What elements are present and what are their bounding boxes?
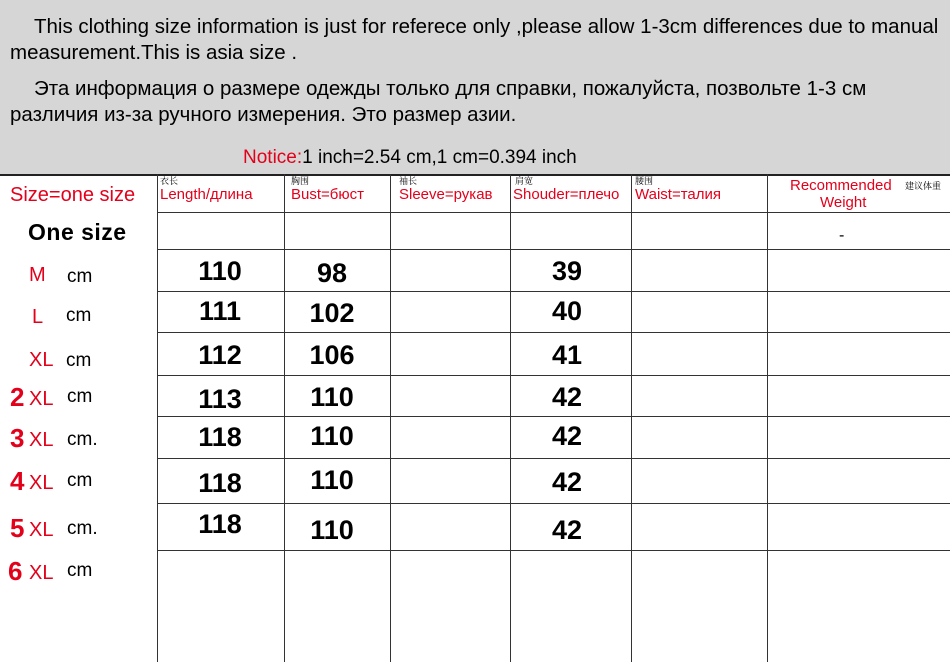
note-english: This clothing size information is just for referece only ,please allow 1-3cm differences due to manual measurement.This is asia size . — [10, 15, 939, 64]
note-russian: Эта информация о размере одежды только для справки, пожалуйста, позвольте 1-3 см различия из-за ручного измерения. Это размер азии. — [10, 77, 867, 126]
size-number: 2 — [10, 382, 25, 412]
grid-line — [157, 458, 950, 459]
column-label: Waist=талия — [635, 186, 722, 203]
cell-length: 113 — [198, 384, 242, 414]
cell-bust: 110 — [310, 421, 354, 451]
size-name: XL — [29, 562, 54, 584]
row-label-6xl — [0, 557, 155, 587]
cell-length: 112 — [198, 340, 242, 370]
grid-line — [157, 416, 950, 417]
notice-line — [243, 147, 577, 169]
row-label-m — [0, 262, 155, 292]
size-name: XL — [29, 519, 54, 541]
cell-bust: 102 — [309, 298, 355, 328]
column-header-length — [158, 176, 284, 212]
cell-shoulder: 42 — [551, 421, 583, 451]
column-cn-label: 胸围 — [291, 176, 310, 186]
grid-line — [157, 550, 950, 551]
unit-label: cm — [67, 266, 93, 287]
cell-length: 110 — [198, 256, 242, 286]
grid-line — [631, 174, 632, 662]
column-label: Sleeve=рукав — [399, 186, 493, 203]
grid-line — [284, 174, 285, 662]
column-header-sleeve — [397, 176, 510, 212]
size-column-header: Size=one size — [10, 184, 136, 206]
recommended-cn-label: 建议体重 — [905, 181, 942, 191]
cell-shoulder: 41 — [551, 340, 583, 370]
row-label-3xl — [0, 424, 155, 454]
row-label-l — [0, 303, 155, 333]
column-header-recommended-weight — [770, 176, 950, 212]
notice-label: Notice: — [243, 147, 303, 168]
unit-label: cm — [67, 386, 93, 407]
grid-line — [157, 174, 158, 662]
cell-shoulder: 39 — [551, 256, 583, 286]
column-label: Shouder=плечо — [513, 186, 620, 203]
column-header-waist — [633, 176, 767, 212]
row-label-5xl — [0, 514, 155, 544]
cell-bust: 98 — [316, 258, 348, 288]
grid-line — [157, 212, 950, 213]
cell-shoulder: 42 — [551, 467, 583, 497]
recommended-label: Recommended — [790, 177, 892, 194]
cell-bust: 106 — [309, 340, 355, 370]
grid-line — [157, 503, 950, 504]
size-name: XL — [29, 429, 54, 451]
cell-length: 118 — [198, 422, 242, 452]
weight-label: Weight — [820, 194, 867, 211]
column-label: Length/длина — [160, 186, 253, 203]
row-label-4xl — [0, 467, 155, 497]
one-size-weight: - — [839, 227, 845, 244]
size-name: XL — [29, 349, 54, 371]
column-header-bust — [289, 176, 390, 212]
notice-text: 1 inch=2.54 cm,1 cm=0.394 inch — [302, 147, 577, 168]
grid-line — [767, 174, 768, 662]
cell-bust: 110 — [310, 382, 354, 412]
grid-line — [157, 375, 950, 376]
column-cn-label: 袖长 — [399, 176, 418, 186]
grid-line — [510, 174, 511, 662]
cell-shoulder: 40 — [551, 296, 583, 326]
header-notes — [0, 0, 950, 176]
grid-line — [390, 174, 391, 662]
size-name: XL — [29, 472, 54, 494]
size-name: M — [29, 264, 46, 286]
size-name: L — [32, 306, 44, 328]
unit-label: cm — [66, 350, 92, 371]
unit-label: cm. — [67, 518, 98, 539]
column-header-shoulder — [511, 176, 631, 212]
size-number: 3 — [10, 423, 25, 453]
cell-bust: 110 — [310, 515, 354, 545]
cell-length: 118 — [198, 509, 242, 539]
column-cn-label: 腰围 — [635, 176, 654, 186]
unit-label: cm — [66, 305, 92, 326]
one-size-label: One size — [28, 219, 127, 245]
column-cn-label: 肩宽 — [515, 176, 534, 186]
size-number: 4 — [10, 466, 25, 496]
grid-line — [157, 249, 950, 250]
row-label-xl — [0, 347, 155, 377]
cell-length: 111 — [198, 296, 242, 326]
cell-shoulder: 42 — [551, 515, 583, 545]
size-name: XL — [29, 388, 54, 410]
cell-shoulder: 42 — [551, 382, 583, 412]
unit-label: cm. — [67, 429, 98, 450]
size-number: 6 — [8, 556, 23, 586]
cell-bust: 110 — [310, 465, 354, 495]
row-label-2xl — [0, 383, 155, 413]
cell-length: 118 — [198, 468, 242, 498]
unit-label: cm — [67, 560, 93, 581]
grid-line — [157, 332, 950, 333]
unit-label: cm — [67, 470, 93, 491]
column-label: Bust=бюст — [291, 186, 364, 203]
column-cn-label: 衣长 — [160, 176, 179, 186]
size-number: 5 — [10, 513, 25, 543]
grid-line — [157, 291, 950, 292]
